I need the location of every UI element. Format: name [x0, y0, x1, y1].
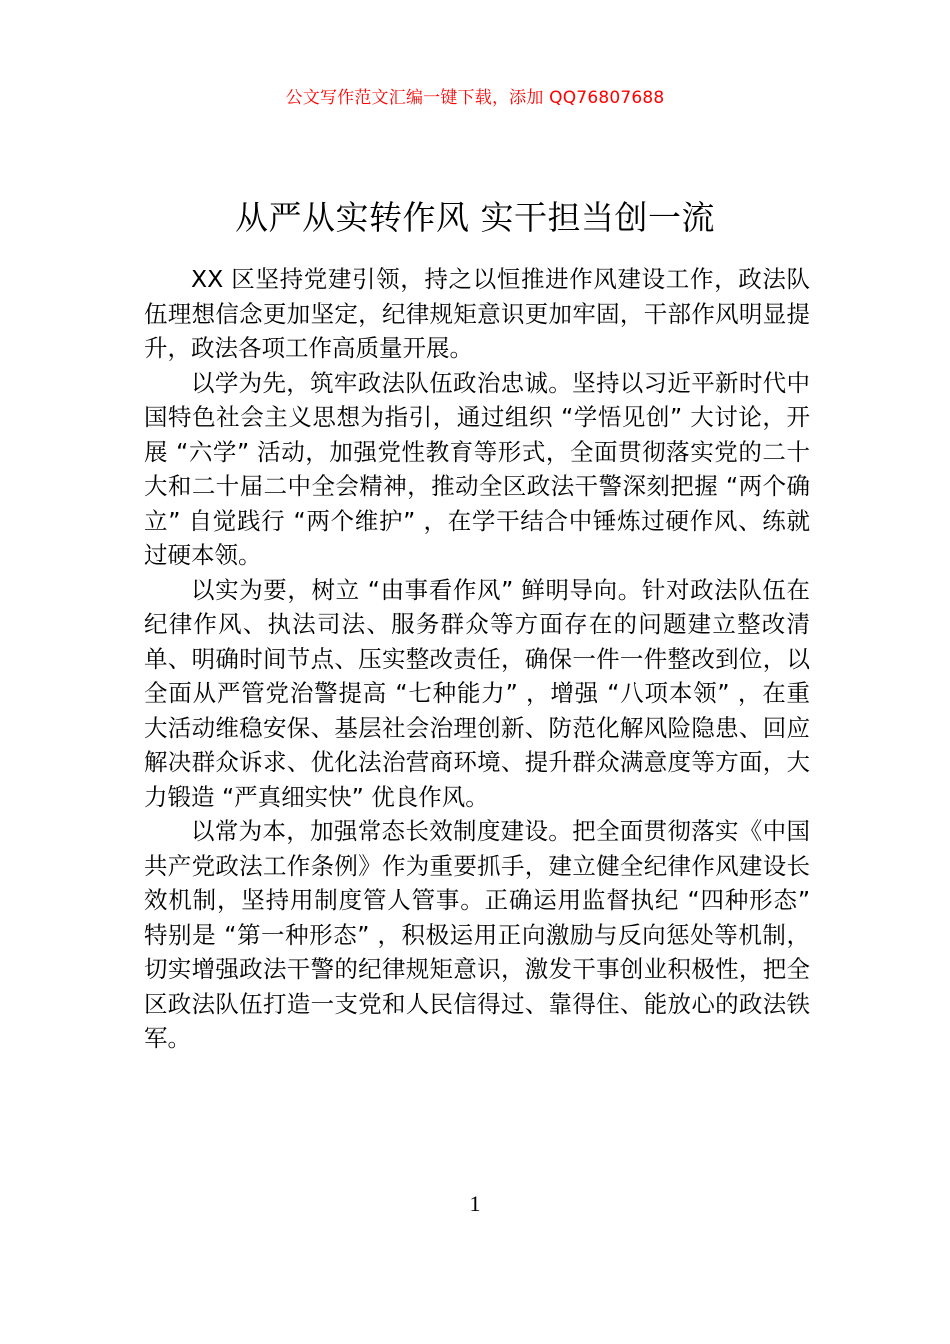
document-title: 从严从实转作风 实干担当创一流	[235, 198, 715, 238]
page-number: 1	[469, 1191, 481, 1216]
document-body	[144, 262, 810, 1056]
paragraph-practice: 以实为要，树立 “由事看作风” 鲜明导向。针对政法队伍在纪律作风、执法司法、服务群众等方面存在的问题建立整改清单、明确时间节点、压实整改责任，确保一件一件整改到位，以全面从严管党治警提高 “七种能力” ，增强 “八项本领” ，在重大活动维稳安保、基层社会治理创新、防范化解风险隐患、回应解决群众诉求、优化法治营商环境、提升群众满意度等方面，大力锻造 “严真细实快” 优良作风。	[144, 575, 810, 811]
paragraph-regular: 以常为本，加强常态长效制度建设。把全面贯彻落实《中国共产党政法工作条例》作为重要抓手，建立健全纪律作风建设长效机制，坚持用制度管人管事。正确运用监督执纪 “四种形态” 特别是 “第一种形态” ，积极运用正向激励与反向惩处等机制，切实增强政法干警的纪律规矩意识，激发干事创业积极性，把全区政法队伍打造一支党和人民信得过、靠得住、能放心的政法铁军。	[144, 817, 810, 1052]
paragraph-study: 以学为先，筑牢政法队伍政治忠诚。坚持以习近平新时代中国特色社会主义思想为指引，通过组织 “学悟见创” 大讨论，开展 “六学” 活动，加强党性教育等形式，全面贯彻落实党的二十大和二十届二中全会精神，推动全区政法干警深刻把握 “两个确立” 自觉践行 “两个维护” ，在学干结合中锤炼过硬作风、练就过硬本领。	[144, 368, 810, 569]
download-banner: 公文写作范文汇编一键下载，添加 QQ76807688	[285, 88, 665, 108]
paragraph-intro: XX 区坚持党建引领，持之以恒推进作风建设工作，政法队伍理想信念更加坚定，纪律规矩意识更加牢固，干部作风明显提升，政法各项工作高质量开展。	[144, 265, 810, 362]
